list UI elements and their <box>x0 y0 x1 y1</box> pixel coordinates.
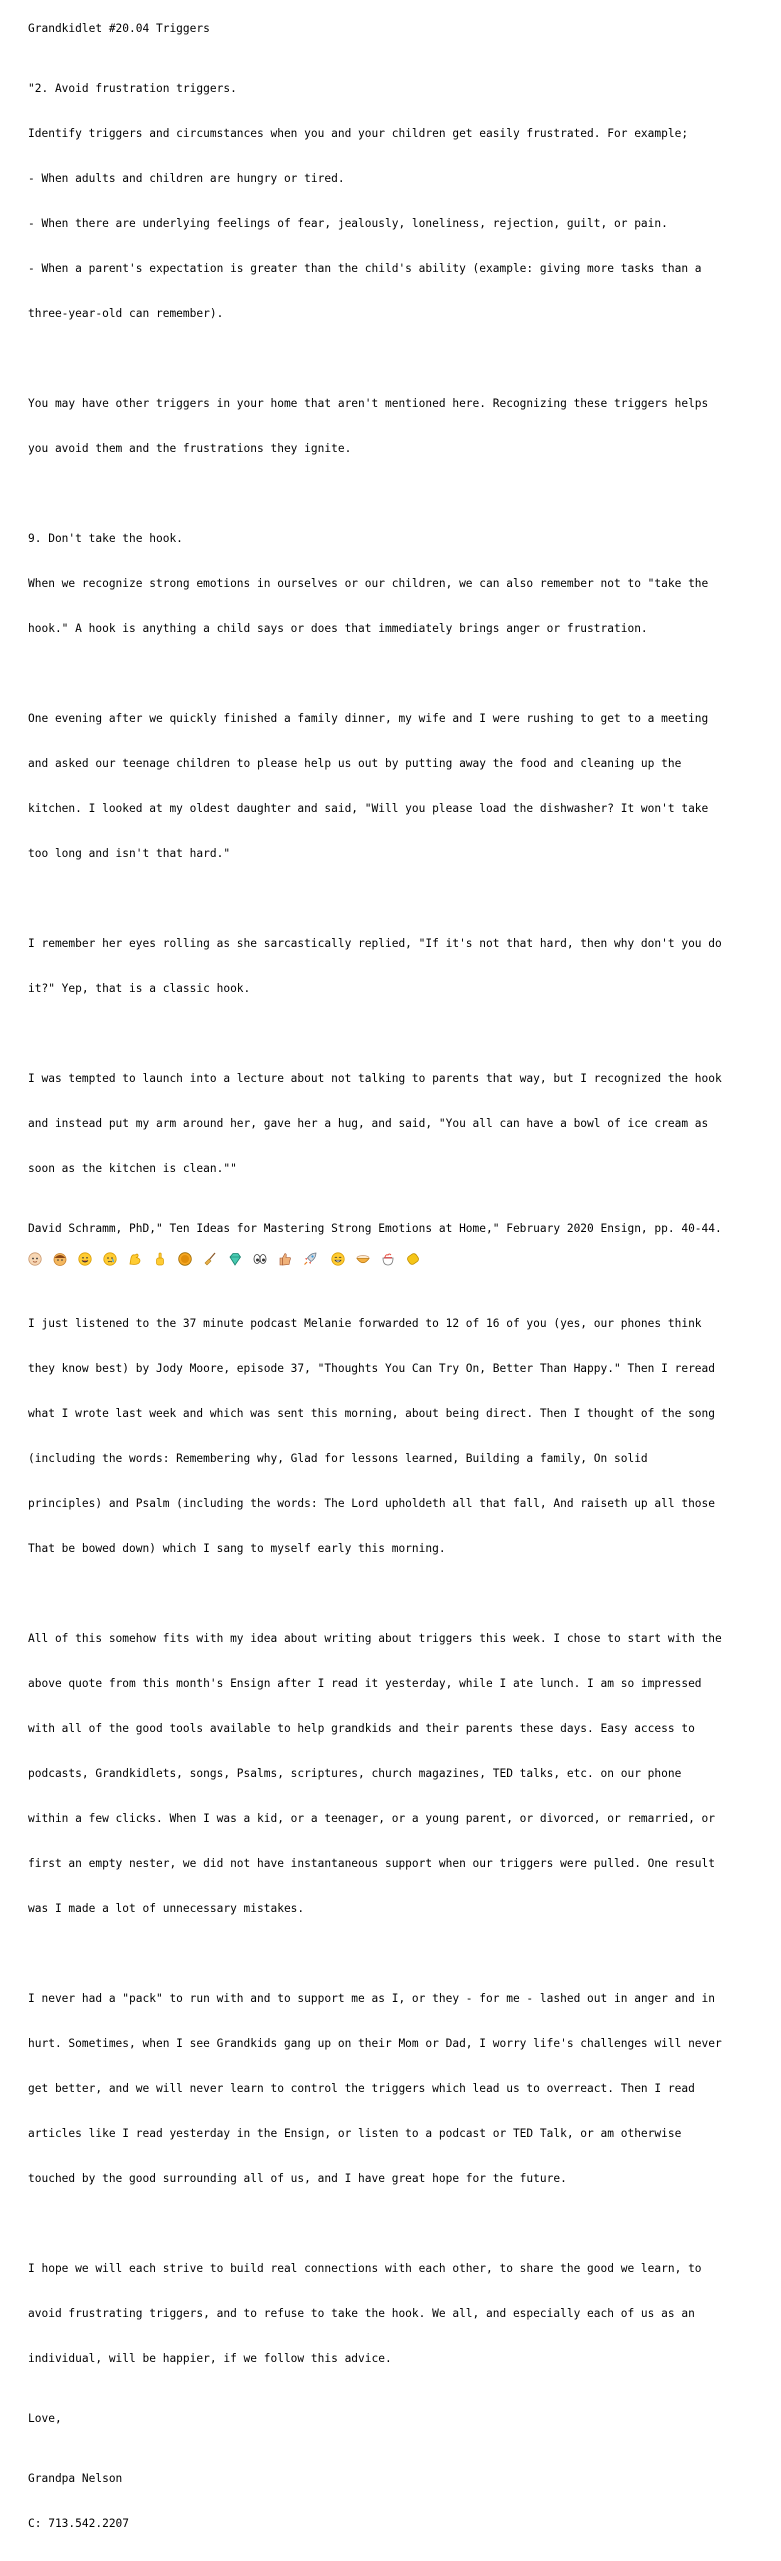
smiling-face-icon <box>78 1252 92 1266</box>
body-paragraph-3 <box>28 1961 761 2216</box>
body-paragraph-1 <box>28 1286 761 1586</box>
text-line: One evening after we quickly finished a family dinner, my wife and I were rushing to get to a meeting <box>28 712 709 725</box>
text-line: and asked our teenage children to please help us out by putting away the food and cleaning up the <box>28 757 682 770</box>
closing: Love, <box>28 2412 62 2425</box>
quote-paragraph-1 <box>28 51 761 351</box>
text-line: articles like I read yesterday in the Ensign, or listen to a podcast or TED Talk, or am otherwise <box>28 2127 682 2140</box>
text-line: I hope we will each strive to build real connections with each other, to share the good we learn, to <box>28 2262 702 2275</box>
quote-paragraph-4 <box>28 681 761 891</box>
flexed-biceps-icon <box>128 1252 142 1266</box>
text-line: get better, and we will never learn to control the triggers which lead us to overreact. Then I read <box>28 2082 695 2095</box>
text-line: I never had a "pack" to run with and to support me as I, or they - for me - lashed out in anger and in <box>28 1992 716 2005</box>
bowl-icon <box>356 1252 370 1266</box>
citation: David Schramm, PhD," Ten Ideas for Mastering Strong Emotions at Home," February 2020 Ensign, pp. 40-44. <box>28 1222 722 1235</box>
text-line: When we recognize strong emotions in ourselves or our children, we can also remember not to "take the <box>28 577 709 590</box>
text-line: individual, will be happier, if we follow this advice. <box>28 2352 392 2365</box>
text-line: 9. Don't take the hook. <box>28 532 183 545</box>
gem-icon <box>228 1252 242 1266</box>
body-paragraph-4 <box>28 2231 761 2396</box>
text-line: with all of the good tools available to help grandkids and their parents these days. Easy access to <box>28 1722 695 1735</box>
baby-face-icon <box>28 1252 42 1266</box>
text-line: - When a parent's expectation is greater than the child's ability (example: giving more tasks than a <box>28 262 702 275</box>
grinning-face-icon <box>331 1252 345 1266</box>
text-line: above quote from this month's Ensign after I read it yesterday, while I ate lunch. I am so impressed <box>28 1677 702 1690</box>
rocket-icon <box>303 1252 317 1266</box>
quote-paragraph-3 <box>28 501 761 666</box>
emoji-row <box>28 1251 761 1266</box>
soap-bar-icon <box>406 1252 420 1266</box>
quote-paragraph-2 <box>28 366 761 486</box>
broom-icon <box>203 1252 217 1266</box>
body-paragraph-2 <box>28 1601 761 1946</box>
page-title: Grandkidlet #20.04 Triggers <box>28 22 210 35</box>
text-line: avoid frustrating triggers, and to refuse to take the hook. We all, and especially each of us as an <box>28 2307 695 2320</box>
thumbs-up-icon <box>278 1252 292 1266</box>
cooking-pot-icon <box>381 1252 395 1266</box>
text-line: All of this somehow fits with my idea about writing about triggers this week. I chose to start with the <box>28 1632 722 1645</box>
text-line: kitchen. I looked at my oldest daughter and said, "Will you please load the dishwasher? It won't take <box>28 802 709 815</box>
text-line: they know best) by Jody Moore, episode 37, "Thoughts You Can Try On, Better Than Happy." Then I reread <box>28 1362 716 1375</box>
text-line: it?" Yep, that is a classic hook. <box>28 982 251 995</box>
eyes-icon <box>253 1252 267 1266</box>
text-line: what I wrote last week and which was sent this morning, about being direct. Then I thought of the song <box>28 1407 716 1420</box>
child-face-icon <box>53 1252 67 1266</box>
text-line: and instead put my arm around her, gave her a hug, and said, "You all can have a bowl of ice cream as <box>28 1117 709 1130</box>
text-line: "2. Avoid frustration triggers. <box>28 82 237 95</box>
text-line: Identify triggers and circumstances when you and your children get easily frustrated. For example; <box>28 127 689 140</box>
text-line: soon as the kitchen is clean."" <box>28 1162 237 1175</box>
quote-paragraph-6 <box>28 1041 761 1206</box>
text-line: you avoid them and the frustrations they ignite. <box>28 442 352 455</box>
text-line: (including the words: Remembering why, Glad for lessons learned, Building a family, On solid <box>28 1452 648 1465</box>
text-line: within a few clicks. When I was a kid, or a teenager, or a young parent, or divorced, or remarried, or <box>28 1812 716 1825</box>
text-line: You may have other triggers in your home that aren't mentioned here. Recognizing these triggers helps <box>28 397 709 410</box>
text-line: hook." A hook is anything a child says or does that immediately brings anger or frustration. <box>28 622 648 635</box>
text-line: podcasts, Grandkidlets, songs, Psalms, scriptures, church magazines, TED talks, etc. on our phone <box>28 1767 682 1780</box>
text-line: touched by the good surrounding all of us, and I have great hope for the future. <box>28 2172 567 2185</box>
pointing-finger-icon <box>153 1252 167 1266</box>
text-line: first an empty nester, we did not have instantaneous support when our triggers were pulled. One result <box>28 1857 716 1870</box>
text-line: I remember her eyes rolling as she sarcastically replied, "If it's not that hard, then why don't you do <box>28 937 722 950</box>
text-line: I just listened to the 37 minute podcast Melanie forwarded to 12 of 16 of you (yes, our phones think <box>28 1317 702 1330</box>
text-line: I was tempted to launch into a lecture about not talking to parents that way, but I recognized the hook <box>28 1072 722 1085</box>
quote-paragraph-5 <box>28 906 761 1026</box>
text-line: too long and isn't that hard." <box>28 847 231 860</box>
text-line: - When adults and children are hungry or tired. <box>28 172 345 185</box>
signature-name: Grandpa Nelson <box>28 2472 123 2485</box>
text-line: principles) and Psalm (including the words: The Lord upholdeth all that fall, And raiseth up all those <box>28 1497 716 1510</box>
text-line: was I made a lot of unnecessary mistakes. <box>28 1902 305 1915</box>
signature-phone: C: 713.542.2207 <box>28 2517 130 2530</box>
sun-icon <box>178 1252 192 1266</box>
text-line: hurt. Sometimes, when I see Grandkids gang up on their Mom or Dad, I worry life's challenges will never <box>28 2037 722 2050</box>
text-line: - When there are underlying feelings of fear, jealously, loneliness, rejection, guilt, or pain. <box>28 217 668 230</box>
signature <box>28 2441 761 2561</box>
text-line: three-year-old can remember). <box>28 307 224 320</box>
text-line: That be bowed down) which I sang to myself early this morning. <box>28 1542 446 1555</box>
crying-face-icon <box>103 1252 117 1266</box>
